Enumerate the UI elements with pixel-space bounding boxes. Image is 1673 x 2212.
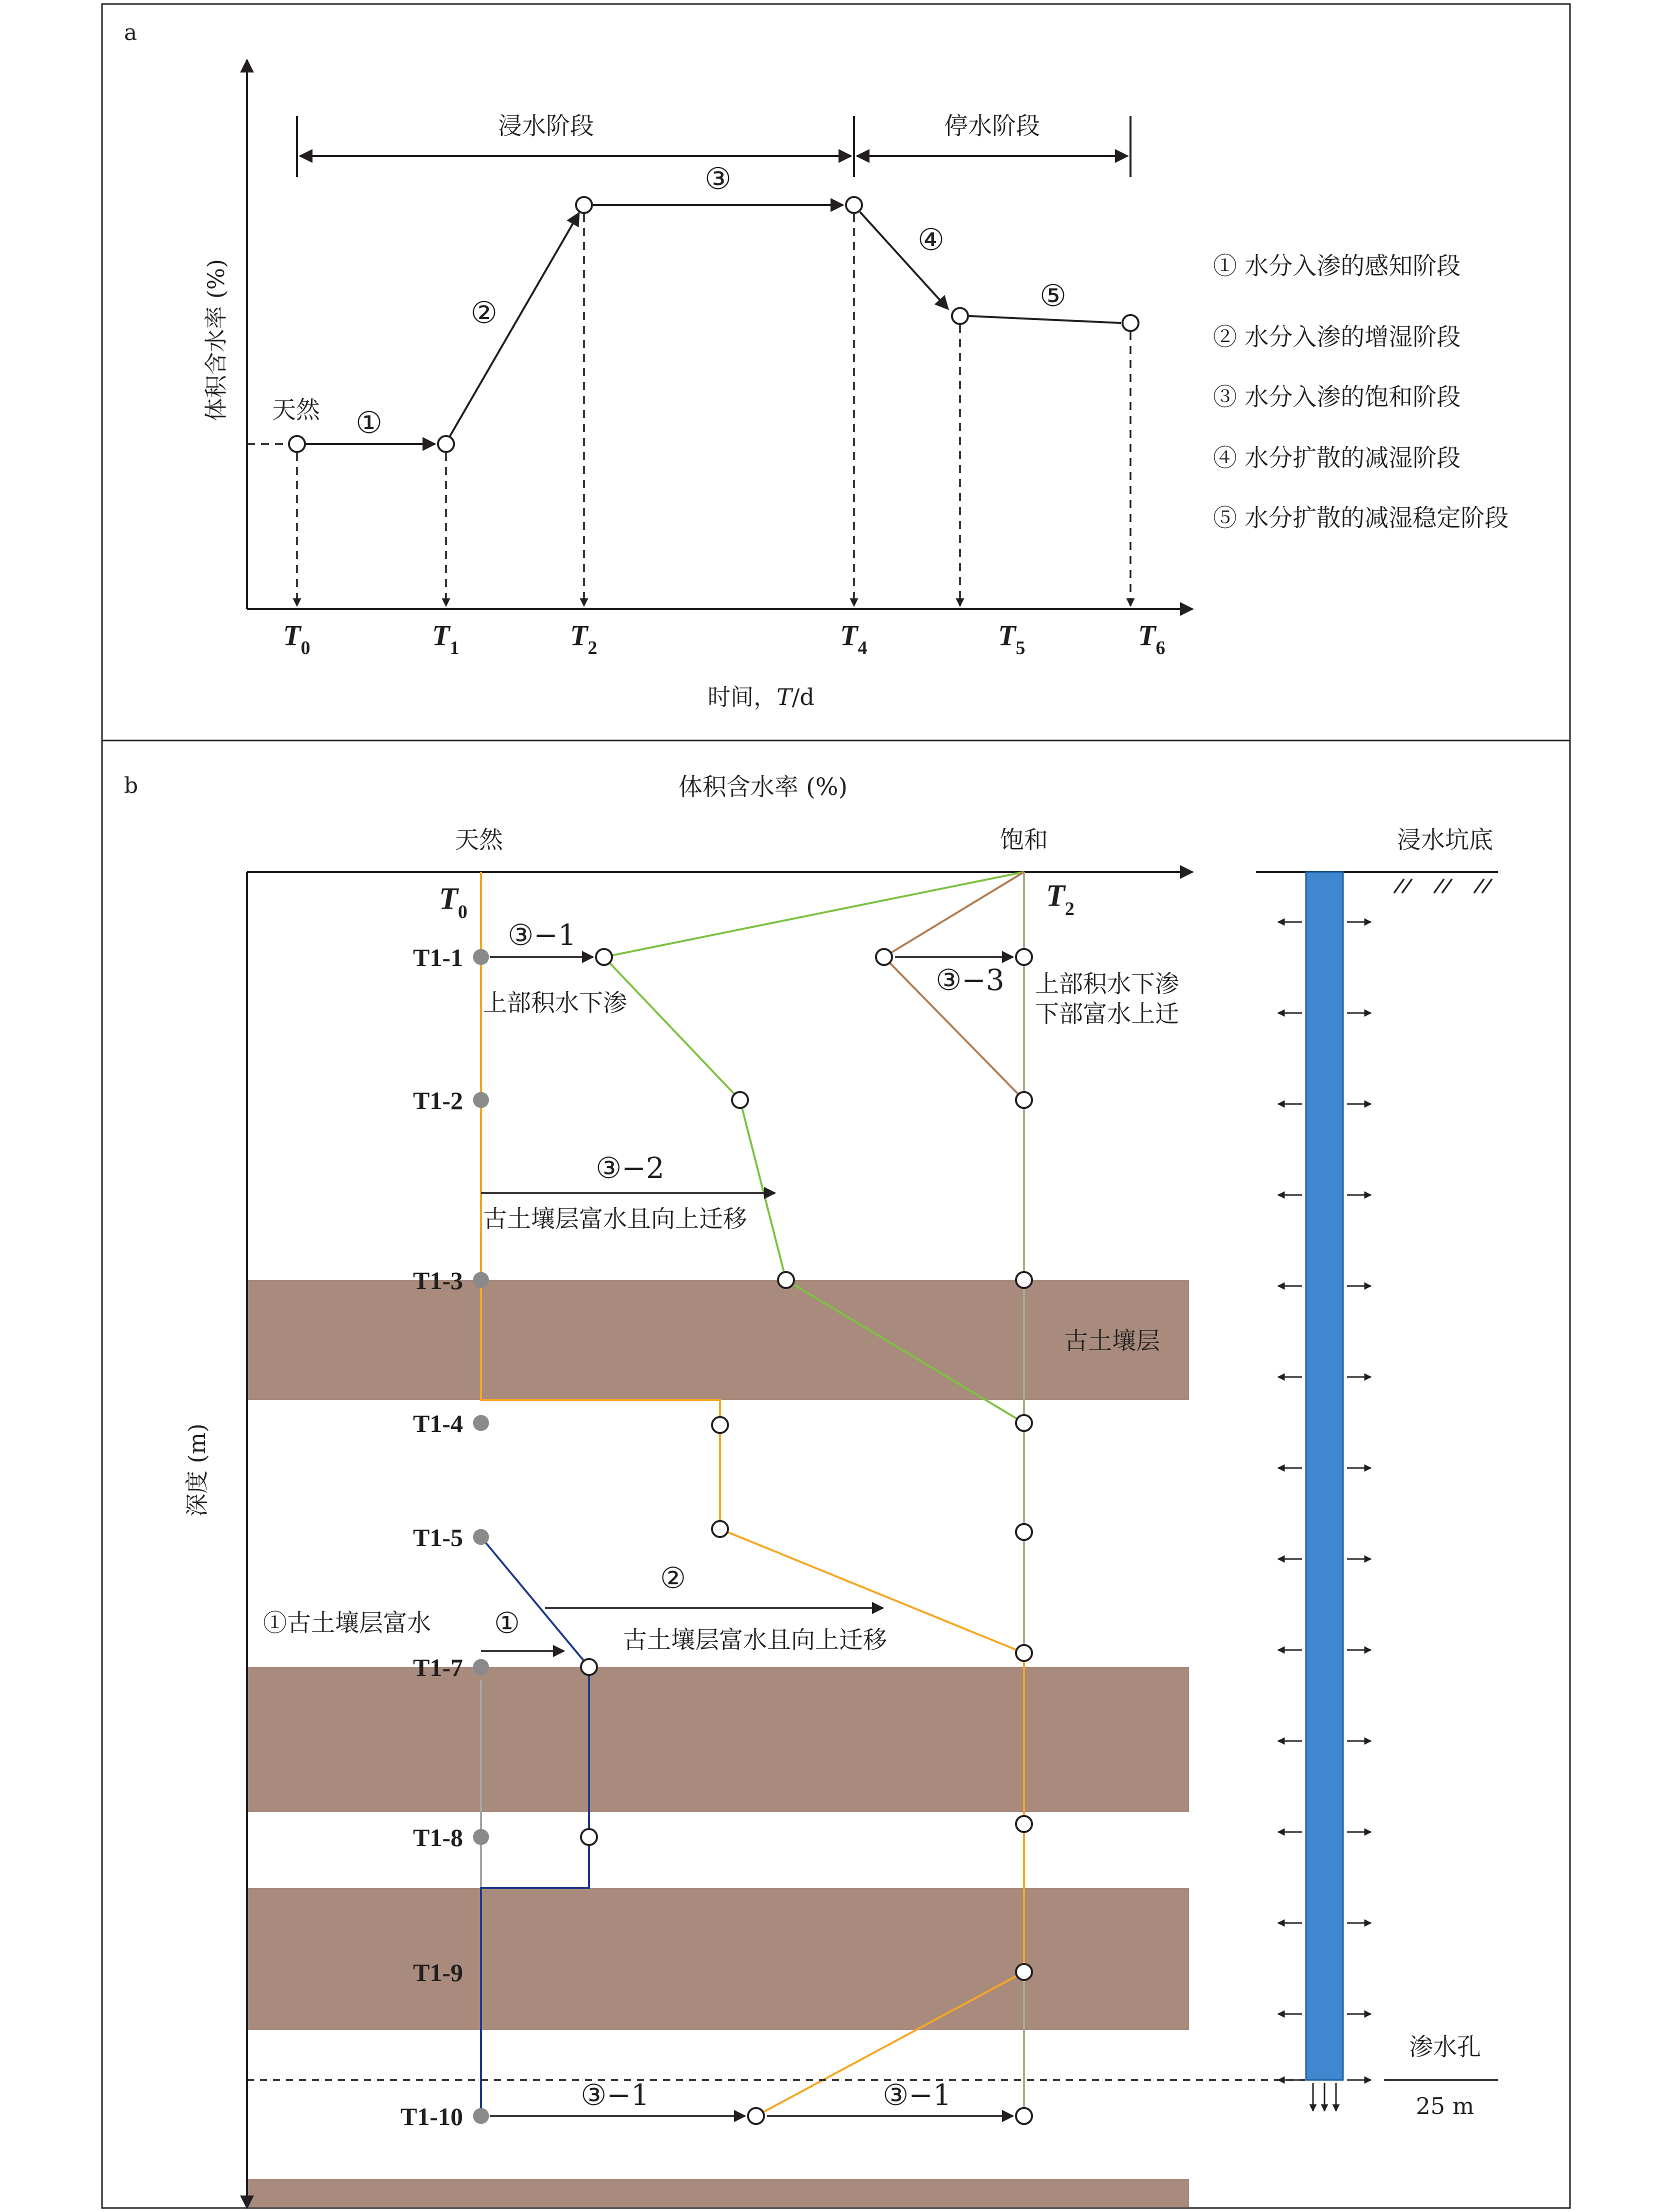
point-t1 xyxy=(438,436,454,452)
pit-bottom-label: 浸水坑底 xyxy=(1396,826,1494,854)
annot-3-2-label: ③−2 xyxy=(596,1151,664,1185)
probe-point-natural-4 xyxy=(473,1415,489,1431)
probe-label-t1-9: T1-9 xyxy=(413,1958,463,1986)
panel-a-x-axis-label: 时间，T/d xyxy=(708,684,814,710)
probe-point-natural-3 xyxy=(473,1272,489,1288)
phase-2: ② xyxy=(470,296,498,330)
point-orange-4 xyxy=(712,1417,728,1433)
panel-b-top-axis-label: 体积含水率 (%) xyxy=(678,773,848,801)
probe-label-t1-3: T1-3 xyxy=(413,1266,463,1294)
point-green-3 xyxy=(778,1272,794,1288)
probe-label-t1-7: T1-7 xyxy=(413,1654,463,1682)
probe-point-natural-2 xyxy=(473,1092,489,1108)
point-orange-5 xyxy=(712,1521,728,1537)
legend-item-2: ② 水分入渗的增湿阶段 xyxy=(1213,323,1461,351)
phase-4: ④ xyxy=(918,222,944,258)
point-sat-3 xyxy=(1016,1272,1032,1288)
hole-depth-label: 25 m xyxy=(1416,2092,1474,2120)
legend-item-4: ④ 水分扩散的减湿阶段 xyxy=(1213,444,1461,472)
annot-3-1-text: 上部积水下渗 xyxy=(483,989,628,1017)
paleosol-layer-4 xyxy=(247,2179,1189,2207)
stage-soak-label: 浸水阶段 xyxy=(498,112,594,140)
point-sat-10 xyxy=(1016,2108,1032,2124)
probe-label-t1-10: T1-10 xyxy=(400,2102,463,2130)
probe-point-natural-1 xyxy=(473,949,489,965)
probe-point-natural-5 xyxy=(473,1529,489,1545)
point-sat-7 xyxy=(1016,1645,1032,1661)
probe-label-t1-2: T1-2 xyxy=(413,1086,463,1114)
annot-2-text: 古土壤层富水且向上迁移 xyxy=(623,1626,888,1654)
panel-a-frame xyxy=(102,4,1570,740)
probe-point-natural-10 xyxy=(473,2108,489,2124)
annot-2-label: ② xyxy=(660,1561,686,1595)
annot-1-label: ① xyxy=(494,1606,520,1640)
panel-a xyxy=(124,20,1508,710)
point-brown-1 xyxy=(876,949,892,965)
tick-t2: $T_2$ xyxy=(570,619,598,658)
point-t6 xyxy=(1122,315,1138,331)
paleosol-layer-3 xyxy=(247,1888,1189,2030)
x-tick-labels xyxy=(283,619,1165,658)
t2-label: $T_2$ xyxy=(1046,879,1074,920)
downward-seepage-arrows xyxy=(1313,2083,1336,2111)
paleosol-layer-2 xyxy=(247,1667,1189,1812)
point-t4 xyxy=(846,197,862,213)
point-orange-10 xyxy=(748,2108,764,2124)
probe-label-t1-1: T1-1 xyxy=(413,944,463,972)
annot-3-3-line2: 下部富水上迁 xyxy=(1035,1000,1180,1028)
panel-b-label: b xyxy=(124,773,138,798)
probe-point-natural-8 xyxy=(473,1829,489,1845)
ground-hatch xyxy=(1394,879,1492,893)
paleosol-layer-1 xyxy=(247,1280,1189,1400)
annot-3-1-label: ③−1 xyxy=(508,918,576,952)
annot-3-3-line1: 上部积水下渗 xyxy=(1035,970,1180,998)
panel-a-label: a xyxy=(124,20,138,46)
panel-b xyxy=(124,773,1498,2208)
tick-t4: $T_4$ xyxy=(840,619,868,658)
probe-point-natural-7 xyxy=(473,1659,489,1675)
legend xyxy=(1213,252,1508,532)
t0-label: $T_0$ xyxy=(439,882,468,922)
paleosol-label: 古土壤层 xyxy=(1064,1327,1160,1355)
point-green-1 xyxy=(596,949,612,965)
phase-1: ① xyxy=(356,406,382,440)
probe-label-t1-4: T1-4 xyxy=(413,1410,463,1438)
annot-bottom-right-label: ③−1 xyxy=(882,2078,952,2112)
probe-label-t1-5: T1-5 xyxy=(413,1524,463,1552)
tick-t0: $T_0$ xyxy=(283,619,310,658)
annot-1-left: ①古土壤层富水 xyxy=(263,1609,432,1637)
seepage-hole-label: 渗水孔 xyxy=(1408,2033,1482,2061)
tick-t1: $T_1$ xyxy=(432,619,460,658)
point-sat-1 xyxy=(1016,949,1032,965)
saturated-label: 饱和 xyxy=(1000,826,1048,854)
phase-3: ③ xyxy=(704,162,732,196)
stage-stop-label: 停水阶段 xyxy=(944,112,1040,140)
point-sat-2 xyxy=(1016,1092,1032,1108)
point-t5 xyxy=(952,308,968,324)
annot-3-2-text: 古土壤层富水且向上迁移 xyxy=(483,1205,748,1233)
tick-t5: $T_5$ xyxy=(998,619,1026,658)
panel-a-y-axis-label: 体积含水率 (%) xyxy=(202,258,230,422)
annot-3-3-label: ③−3 xyxy=(936,963,1004,997)
legend-item-1: ① 水分入渗的感知阶段 xyxy=(1213,252,1461,280)
natural-label-b: 天然 xyxy=(454,826,504,854)
tick-t6: $T_6$ xyxy=(1138,619,1166,658)
water-column xyxy=(1306,872,1343,2080)
point-sat-4 xyxy=(1016,1415,1032,1431)
point-sat-9 xyxy=(1016,1964,1032,1980)
point-navy-8 xyxy=(581,1829,597,1845)
point-navy-7 xyxy=(581,1659,597,1675)
phase-5: ⑤ xyxy=(1040,278,1066,314)
probe-label-t1-8: T1-8 xyxy=(413,1824,463,1852)
natural-label-a: 天然 xyxy=(272,396,320,424)
segment-5 xyxy=(969,316,1121,323)
legend-item-3: ③ 水分入渗的饱和阶段 xyxy=(1213,383,1461,411)
point-t2 xyxy=(576,197,592,213)
legend-item-5: ⑤ 水分扩散的减湿稳定阶段 xyxy=(1213,504,1509,532)
point-t0 xyxy=(289,436,305,452)
panel-b-y-axis-label: 深度 (m) xyxy=(184,1423,210,1517)
point-sat-8 xyxy=(1016,1816,1032,1832)
segment-2 xyxy=(450,213,579,436)
annot-bottom-left-label: ③−1 xyxy=(580,2078,650,2112)
point-sat-5 xyxy=(1016,1524,1032,1540)
point-green-2 xyxy=(732,1092,748,1108)
